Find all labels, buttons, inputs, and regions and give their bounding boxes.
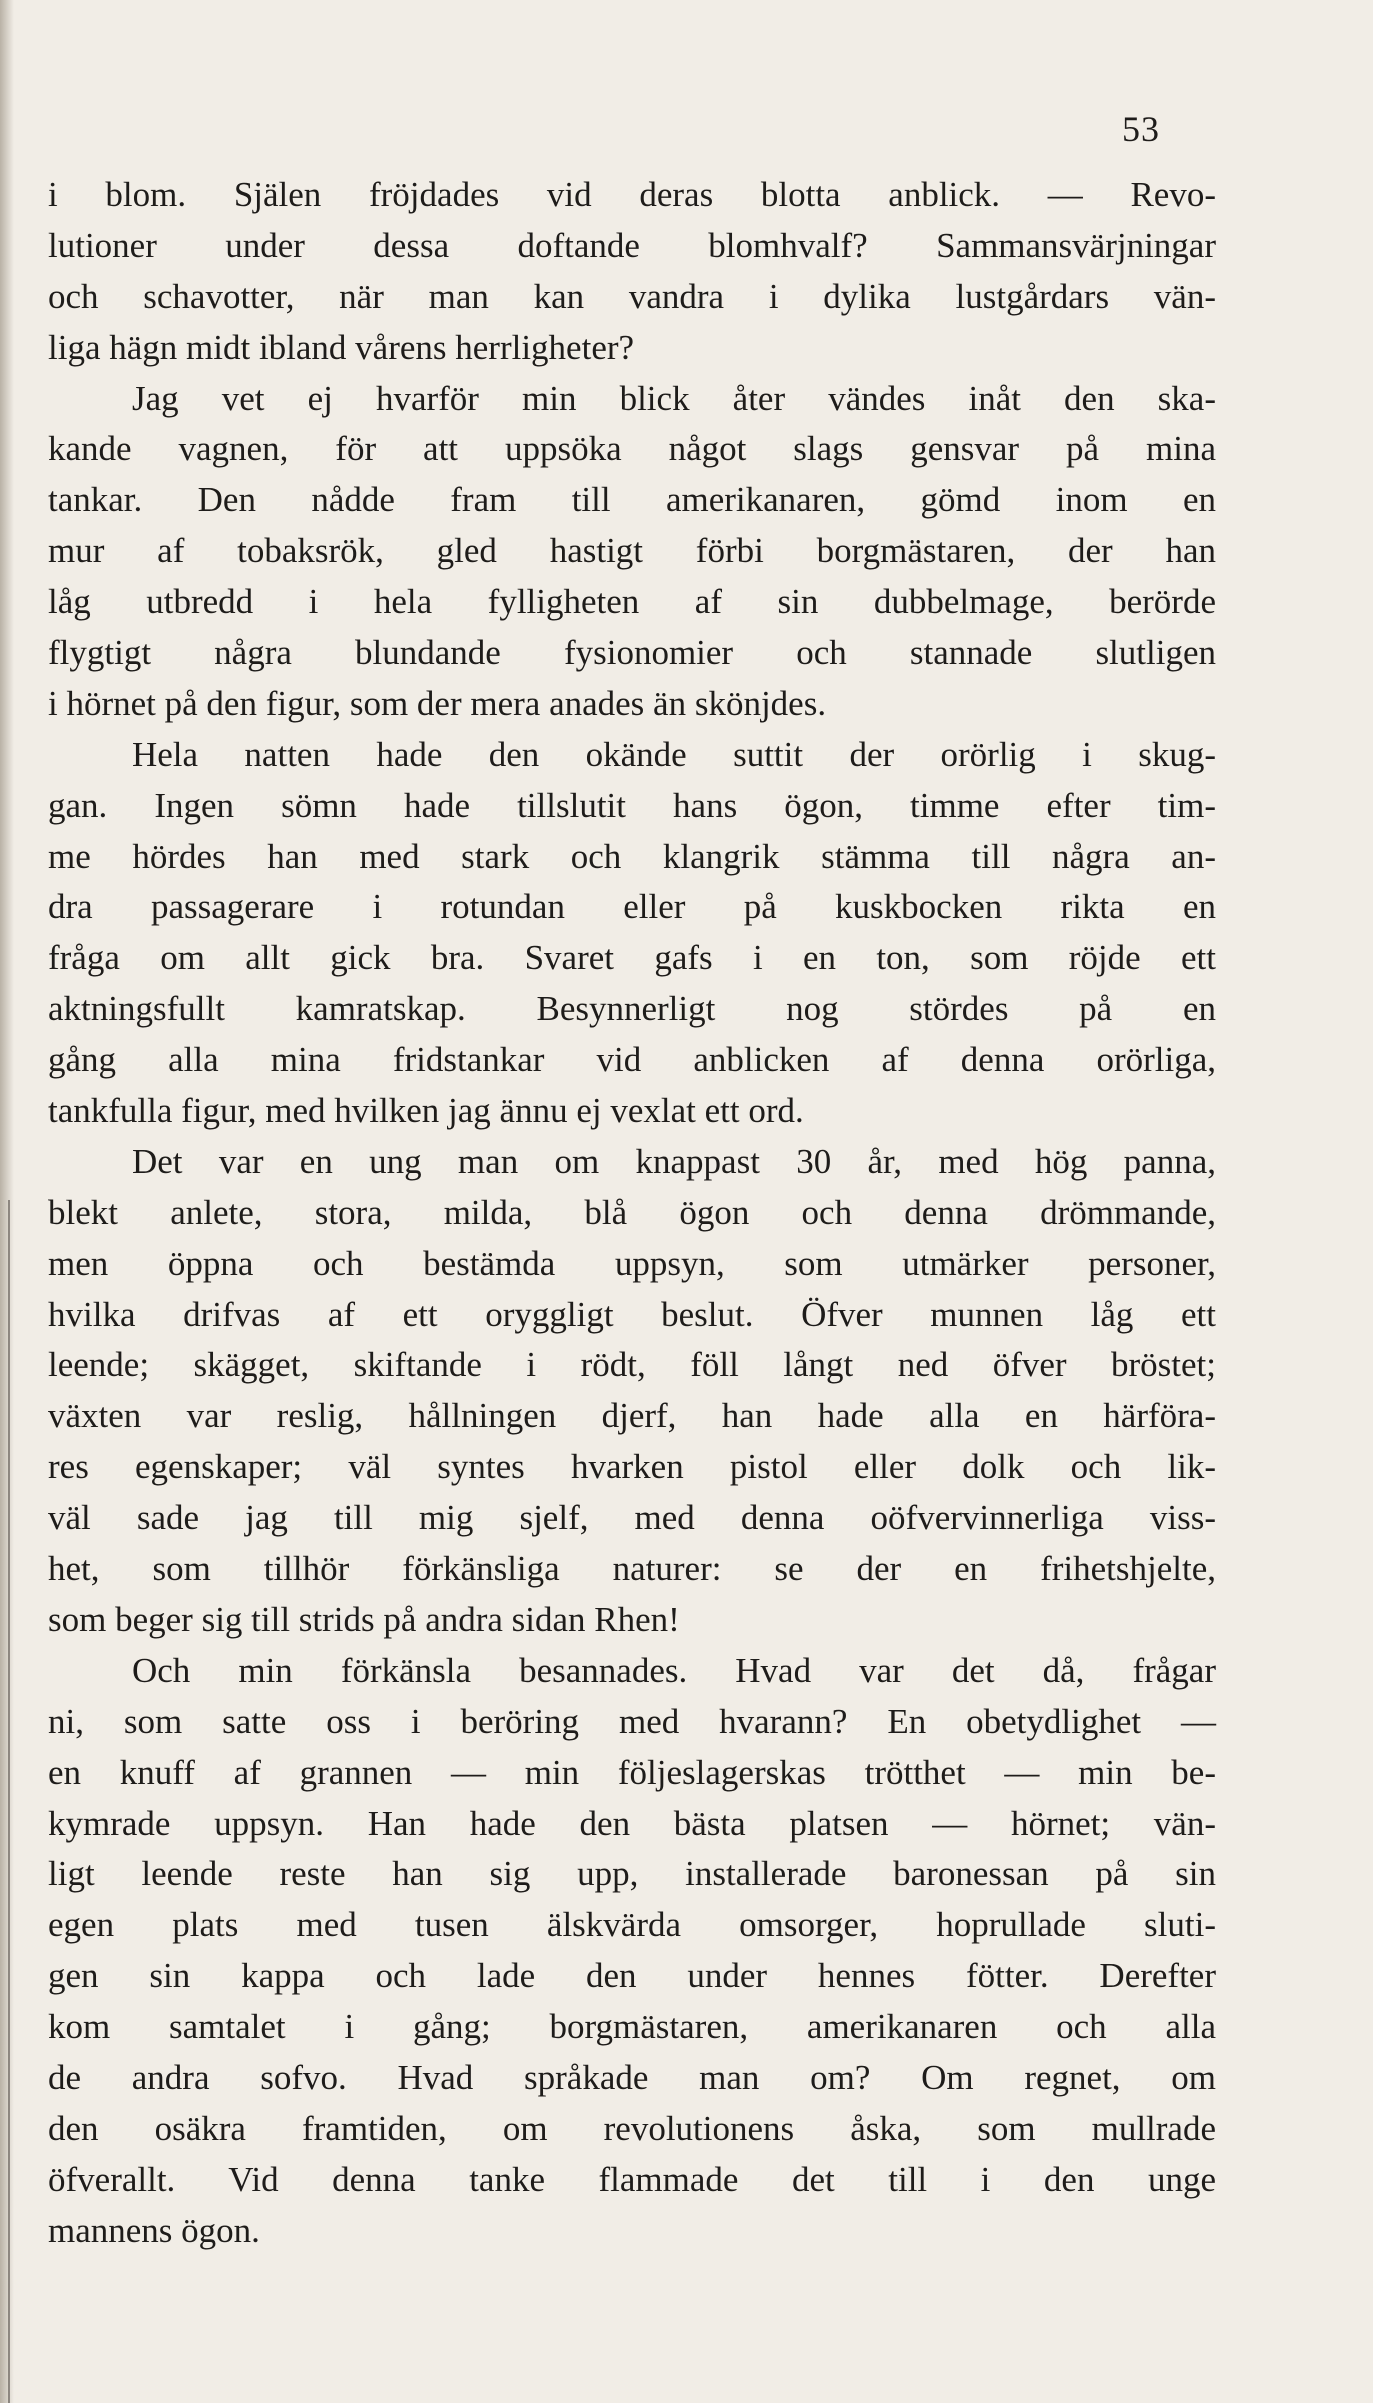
text-line: Det var en ung man om knappast 30 år, med hög panna, xyxy=(132,1141,1216,1181)
text-line: i blom. Själen fröjdades vid deras blotta anblick. — Revo- xyxy=(48,175,1216,214)
text-line: dra passagerare i rotundan eller på kuskbocken rikta en xyxy=(48,887,1216,927)
text-line: Och min förkänsla besannades. Hvad var det då, frågar xyxy=(132,1650,1216,1690)
text-line: mur af tobaksrök, gled hastigt förbi borgmästaren, der han xyxy=(48,531,1216,571)
text-line: kom samtalet i gång; borgmästaren, amerikanaren och alla xyxy=(48,2007,1216,2047)
text-line: den osäkra framtiden, om revolutionens åska, som mullrade xyxy=(48,2108,1216,2148)
text-line: väl sade jag till mig sjelf, med denna oöfvervinnerliga viss- xyxy=(48,1498,1216,1538)
text-line: blekt anlete, stora, milda, blå ögon och denna drömmande, xyxy=(48,1192,1216,1232)
text-line: öfverallt. Vid denna tanke flammade det till i den unge xyxy=(48,2159,1216,2199)
text-line: me hördes han med stark och klangrik stämma till några an- xyxy=(48,836,1216,876)
body-text xyxy=(48,170,1216,2257)
text-line: het, som tillhör förkänsliga naturer: se der en frihetshjelte, xyxy=(48,1549,1216,1589)
text-line: växten var reslig, hållningen djerf, han hade alla en härföra- xyxy=(48,1396,1216,1436)
text-line: tankar. Den nådde fram till amerikanaren, gömd inom en xyxy=(48,480,1216,520)
text-line: tankfulla figur, med hvilken jag ännu ej vexlat ett ord. xyxy=(48,1091,804,1131)
text-line: leende; skägget, skiftande i rödt, föll långt ned öfver bröstet; xyxy=(48,1345,1216,1385)
text-line: Hela natten hade den okände suttit der orörlig i skug- xyxy=(132,734,1216,774)
text-line: Jag vet ej hvarför min blick åter vändes inåt den ska- xyxy=(132,378,1216,418)
text-line: gen sin kappa och lade den under hennes fötter. Derefter xyxy=(48,1956,1216,1996)
text-line: aktningsfullt kamratskap. Besynnerligt nog stördes på en xyxy=(48,989,1216,1029)
text-line: en knuff af grannen — min följeslagerskas trötthet — min be- xyxy=(48,1752,1216,1792)
text-line: men öppna och bestämda uppsyn, som utmärker personer, xyxy=(48,1243,1216,1283)
text-line: i hörnet på den figur, som der mera anades än skönjdes. xyxy=(48,683,827,723)
text-line: fråga om allt gick bra. Svaret gafs i en ton, som röjde ett xyxy=(48,938,1216,978)
text-line: liga hägn midt ibland vårens herrligheter? xyxy=(48,327,635,367)
text-line: och schavotter, när man kan vandra i dylika lustgårdars vän- xyxy=(48,276,1216,316)
text-line: ligt leende reste han sig upp, installerade baronessan på sin xyxy=(48,1854,1216,1894)
text-line: flygtigt några blundande fysionomier och stannade slutligen xyxy=(48,633,1216,673)
text-line: ni, som satte oss i beröring med hvarann? En obetydlighet — xyxy=(48,1701,1216,1741)
text-line: egen plats med tusen älskvärda omsorger, hoprullade sluti- xyxy=(48,1905,1216,1945)
text-line: gång alla mina fridstankar vid anblicken af denna orörliga, xyxy=(48,1040,1216,1080)
page-edge-line xyxy=(8,1200,10,2403)
page-edge-shadow xyxy=(0,0,14,2403)
text-line: res egenskaper; väl syntes hvarken pistol eller dolk och lik- xyxy=(48,1447,1216,1487)
text-line: hvilka drifvas af ett oryggligt beslut. Öfver munnen låg ett xyxy=(48,1294,1216,1334)
text-line: kande vagnen, för att uppsöka något slags gensvar på mina xyxy=(48,429,1216,469)
text-line: mannens ögon. xyxy=(48,2210,260,2250)
text-line: låg utbredd i hela fylligheten af sin dubbelmage, berörde xyxy=(48,582,1216,622)
text-line: lutioner under dessa doftande blomhvalf? Sammansvärjningar xyxy=(48,225,1216,265)
text-line: som beger sig till strids på andra sidan Rhen! xyxy=(48,1599,680,1639)
page-number: 53 xyxy=(1122,109,1160,149)
text-line: kymrade uppsyn. Han hade den bästa platsen — hörnet; vän- xyxy=(48,1803,1216,1843)
text-line: gan. Ingen sömn hade tillslutit hans ögon, timme efter tim- xyxy=(48,785,1216,825)
text-line: de andra sofvo. Hvad språkade man om? Om regnet, om xyxy=(48,2057,1216,2097)
